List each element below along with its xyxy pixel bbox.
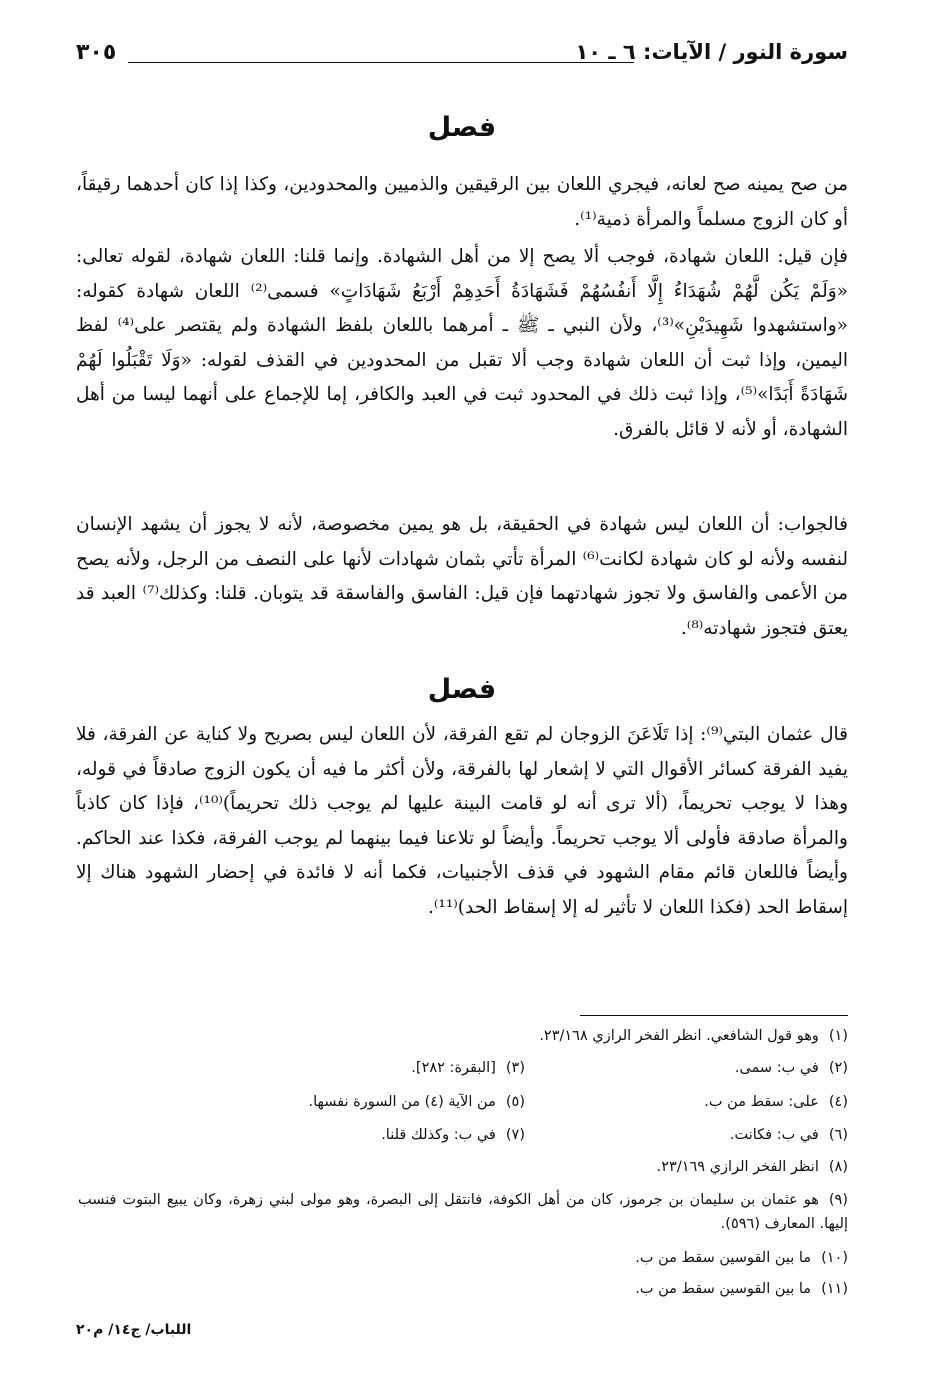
footnote-text: في ب: سمى. (734, 1060, 819, 1076)
header-rule (128, 62, 634, 63)
footnote (78, 1188, 848, 1236)
paragraph: قال عثمان البتي⁽⁹⁾: إذا تَلَاعَنَ الزوجان لم تقع الفرقة، لأن اللعان ليس بصريح ولا كناية عن الفرقة، فلا يفيد الفرقة كسائر الأقوال التي لا إشعار لها بالفرقة، ولأن أكثر ما فيه أن يكون الزوج صادقاً في قوله، وهذا لا يوجب تحريماً، (ألا ترى أنه لو قامت البينة عليها لم يوجب ذلك تحريماً)⁽¹⁰⁾، فإذا كان كاذباً والمرأة صادقة فأولى ألا يوجب تحريماً. وأيضاً لو تلاعنا فيما بينهما لم يوجب الفرقة، فكذا عند الحاكم. وأيضاً فاللعان قائم مقام الشهود في قذف الأجنبيات، فكما أنه لا فائدة في إحضار الشهود هناك إلا إسقاط الحد (فكذا اللعان لا تأثير له إلا إسقاط الحد)⁽¹¹⁾. (76, 724, 848, 918)
footnote-text: ما بين القوسين سقط من ب. (635, 1250, 812, 1266)
footnote-number: (٧) (505, 1127, 525, 1143)
footnote-text: انظر الفخر الرازي ٢٣/١٦٩. (656, 1159, 819, 1175)
footnote-text: من الآية (٤) من السورة نفسها. (308, 1094, 496, 1110)
footnote-number: (٥) (505, 1094, 525, 1110)
footnote (635, 1246, 848, 1270)
footnote-number: (١١) (821, 1281, 848, 1297)
footnote-number: (٢) (828, 1060, 848, 1076)
footnote-number: (٩) (828, 1192, 848, 1208)
section-heading: فصل (427, 112, 497, 143)
footnote (411, 1056, 525, 1080)
footnote-text: في ب: وكذلك قلنا. (381, 1127, 496, 1143)
footnote-number: (٣) (505, 1060, 525, 1076)
footnote-number: (٦) (828, 1127, 848, 1143)
footnote (308, 1090, 525, 1114)
footnote (635, 1277, 848, 1301)
page-number: ٣٠٥ (76, 40, 117, 65)
footnote (381, 1123, 525, 1147)
footnote (735, 1056, 848, 1080)
section-heading: فصل (427, 674, 497, 705)
sura-title: سورة النور / الآيات: ٦ ـ ١٠ (575, 40, 848, 64)
footnote (730, 1123, 848, 1147)
paragraph: من صح يمينه صح لعانه، فيجري اللعان بين الرقيقين والذميين والمحدودين، وكذا إذا كان أحدهما رقيقاً، أو كان الزوج مسلماً والمرأة ذمية⁽¹⁾. (76, 174, 848, 230)
footnote-text: في ب: فكانت. (729, 1127, 819, 1143)
footnote-text: [البقرة: ٢٨٢]. (411, 1060, 496, 1076)
footnote-text: ما بين القوسين سقط من ب. (635, 1281, 812, 1297)
footnote-text: وهو قول الشافعي. انظر الفخر الرازي ٢٣/١٦٨. (539, 1028, 819, 1044)
printer-signature: اللباب/ ج١٤/ م٢٠ (76, 1322, 192, 1338)
footnote-text: هو عثمان بن سليمان بن جرموز، كان من أهل الكوفة، فانتقل إلى البصرة، وهو مولى لبني زهرة، وكان يبيع البتوت فنسب إليها. المعارف (٥٩٦). (78, 1192, 848, 1232)
footnote-rule (580, 1015, 848, 1016)
footnote (704, 1090, 848, 1114)
footnote-number: (٨) (828, 1159, 848, 1175)
footnote (539, 1024, 848, 1048)
footnote-number: (٤) (828, 1094, 848, 1110)
footnote-text: على: سقط من ب. (704, 1094, 819, 1110)
running-header (76, 38, 848, 78)
paragraph: فإن قيل: اللعان شهادة، فوجب ألا يصح إلا من أهل الشهادة. وإنما قلنا: اللعان شهادة، لقوله تعالى: «وَلَمْ يَكُن لَّهُمْ شُهَدَاءُ إِلَّا أَنفُسُهُمْ فَشَهَادَةُ أَحَدِهِمْ أَرْبَعُ شَهَادَاتٍ» فسمى⁽²⁾ اللعان شهادة كقوله: «واستشهدوا شَهِيدَيْنِ»⁽³⁾، ولأن النبي ـ ﷺ ـ أمرهما باللعان بلفظ الشهادة ولم يقتصر على⁽⁴⁾ لفظ اليمين، وإذا ثبت أن اللعان شهادة وجب ألا تقبل من المحدودين في القذف لقوله: «وَلَا تَقْبَلُوا لَهُمْ شَهَادَةً أَبَدًا»⁽⁵⁾، وإذا ثبت ذلك في المحدود ثبت في العبد والكافر، إما للإجماع على أنهما ليسا من أهل الشهادة، أو لأنه لا قائل بالفرق. (76, 246, 848, 440)
footnote-number: (١) (828, 1028, 848, 1044)
footnote (657, 1155, 848, 1179)
paragraph: فالجواب: أن اللعان ليس شهادة في الحقيقة، بل هو يمين مخصوصة، لأنه لا يجوز أن يشهد الإنسان لنفسه ولأنه لو كان شهادة لكانت⁽⁶⁾ المرأة تأتي بثمان شهادات لأنها على النصف من الرجل، ولأنه يصح من الأعمى والفاسق ولا تجوز شهادتهما فإن قيل: الفاسق والفاسقة قد يتوبان. قلنا: وكذلك⁽⁷⁾ العبد قد يعتق فتجوز شهادته⁽⁸⁾. (76, 514, 848, 639)
footnote-number: (١٠) (821, 1250, 848, 1266)
